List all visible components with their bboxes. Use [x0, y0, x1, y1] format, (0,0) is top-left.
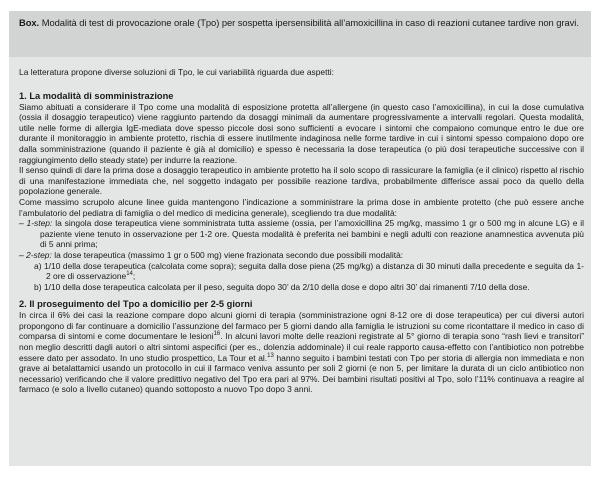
ref-13: 13 [267, 352, 274, 359]
box-title-text: Modalità di test di provocazione orale (Tpo) per sospetta ipersensibilità all’amoxicillina in caso di reazioni cutanee tardive non gravi. [41, 17, 579, 28]
section2-text-b: . In alcuni lavori molte delle reazioni registrate al 5° giorno di terapia sono “rash lievi e transitori” non meglio descritti dagli autori o altri sintomi aspecifici (per es., dolenzia addominale) il cui reale rapporto causa-effetto con l’antibiotico non potrebbe essere dato per assodato. In uno studio prospettico, La Tour et al. [19, 331, 585, 363]
sub-item-b: b) 1/10 della dose terapeutica calcolata per il peso, seguita dopo 30’ da 2/10 della dose e dopo altri 30’ dai rimanenti 7/10 della dose. [34, 281, 530, 292]
step1-marker: – 1-step: [19, 218, 53, 229]
step1-item [19, 218, 584, 250]
section1-heading: 1. La modalità di somministrazione [19, 90, 174, 101]
info-box [9, 11, 591, 466]
sub-item-a [19, 261, 584, 282]
section1-paragraph-2: Il senso quindi di dare la prima dose a dosaggio terapeutico in ambiente protetto ha il solo scopo di rassicurare la famiglia (e il clinico) rispetto al rischio di una manifestazione immediata che, nel soggetto indagato per possibile reazione tardiva, probabilmente differisce assai poco da quello della popolazione generale. [19, 165, 584, 197]
section2-text-a: In circa il 6% dei casi la reazione compare dopo alcuni giorni di terapia (somministrazione ogni 8-12 ore di dose terapeutica) per cui diversi autori propongono di far continuare a domicilio l’assunzione del farmaco per 5 giorni dando alla famiglia le istruzioni su come ricontattare il medico in caso di comparsa di sintomi e come documentare le lesioni [19, 310, 584, 342]
section2-paragraph [19, 310, 584, 395]
box-header [9, 11, 591, 57]
sub-item-a-end: ; [132, 271, 136, 282]
step2-marker: – 2-step: [19, 249, 52, 260]
box-label: Box. [19, 17, 40, 28]
step2-text: la dose terapeutica (massimo 1 gr o 500 mg) viene frazionata secondo due possibili modalità: [54, 249, 404, 260]
section2-text-c: hanno seguito i bambini testati con Tpo per storia di allergia non immediata e non grave ai betalattamici usando un protocollo in cui il farmaco veniva assunto per soli 2 giorni (e non 5, per limitare la durata di un ciclo antibiotico non necessario) verificando che il valore predittivo negativo del Tpo era pari al 97%. Dei bambini risultati positivi al Tpo, solo l’11% continuava a reagire al farmaco (e solo a livello cutaneo) quando sottoposto a nuovo Tpo dopo 3 anni. [19, 352, 585, 395]
sub-item-a-text: a) 1/10 della dose terapeutica (calcolata come sopra); seguita dalla dose piena (25 mg/kg) a distanza di 30 minuti dalla precedente e seguita da 1-2 ore di osservazione [34, 260, 584, 282]
step2-item [19, 250, 584, 261]
section1-paragraph-1: Siamo abituati a considerare il Tpo come una modalità di esposizione protetta all’allergene (in questo caso l’amoxicillina), in cui la dose cumulativa (ossia il dosaggio terapeutico) viene raggiunto partendo da dosaggi minimali da aumentare progressivamente a intervalli regolari. Questa modalità, utile nelle forme di allergia IgE-mediata dove spesso piccole dosi sono sufficienti a evocare i sintomi che compaiono comunque entro le due ore durante il monitoraggio in ambiente protetto, rischia di essere inutilmente indaginosa nelle forme tardive in cui i sintomi spesso compaiono dopo ore dalla somministrazione (quando il paziente è già al domicilio) e spesso è necessaria la dose terapeutica (o più dosi terapeutiche successive con il raggiungimento dello steady state) per indurre la reazione. [19, 101, 584, 165]
section2-heading: 2. Il proseguimento del Tpo a domicilio per 2-5 giorni [19, 299, 253, 310]
box-title [19, 16, 584, 29]
ref-14: 14 [126, 271, 133, 278]
box-content [19, 67, 584, 395]
section1-paragraph-3: Come massimo scrupolo alcune linee guida mantengono l’indicazione a somministrare la prima dose in ambiente protetto (che può essere anche l’ambulatorio del pediatra di famiglia o del medico di medicina generale), scegliendo tra due modalità: [19, 196, 584, 218]
ref-16: 16 [213, 331, 221, 338]
step1-text: la singola dose terapeutica viene somministrata tutta assieme (ossia, per l’amoxicillina 25 mg/kg, massimo 1 gr o 500 mg in alcune LG) e il paziente viene tenuto in osservazione per 1-2 ore. Questa modalità è preferita nei bambini e negli adulti con reazione anamnestica avvenuta più di 5 anni prima; [40, 218, 584, 250]
intro-text: La letteratura propone diverse soluzioni di Tpo, le cui variabilità riguarda due aspetti: [19, 67, 335, 77]
